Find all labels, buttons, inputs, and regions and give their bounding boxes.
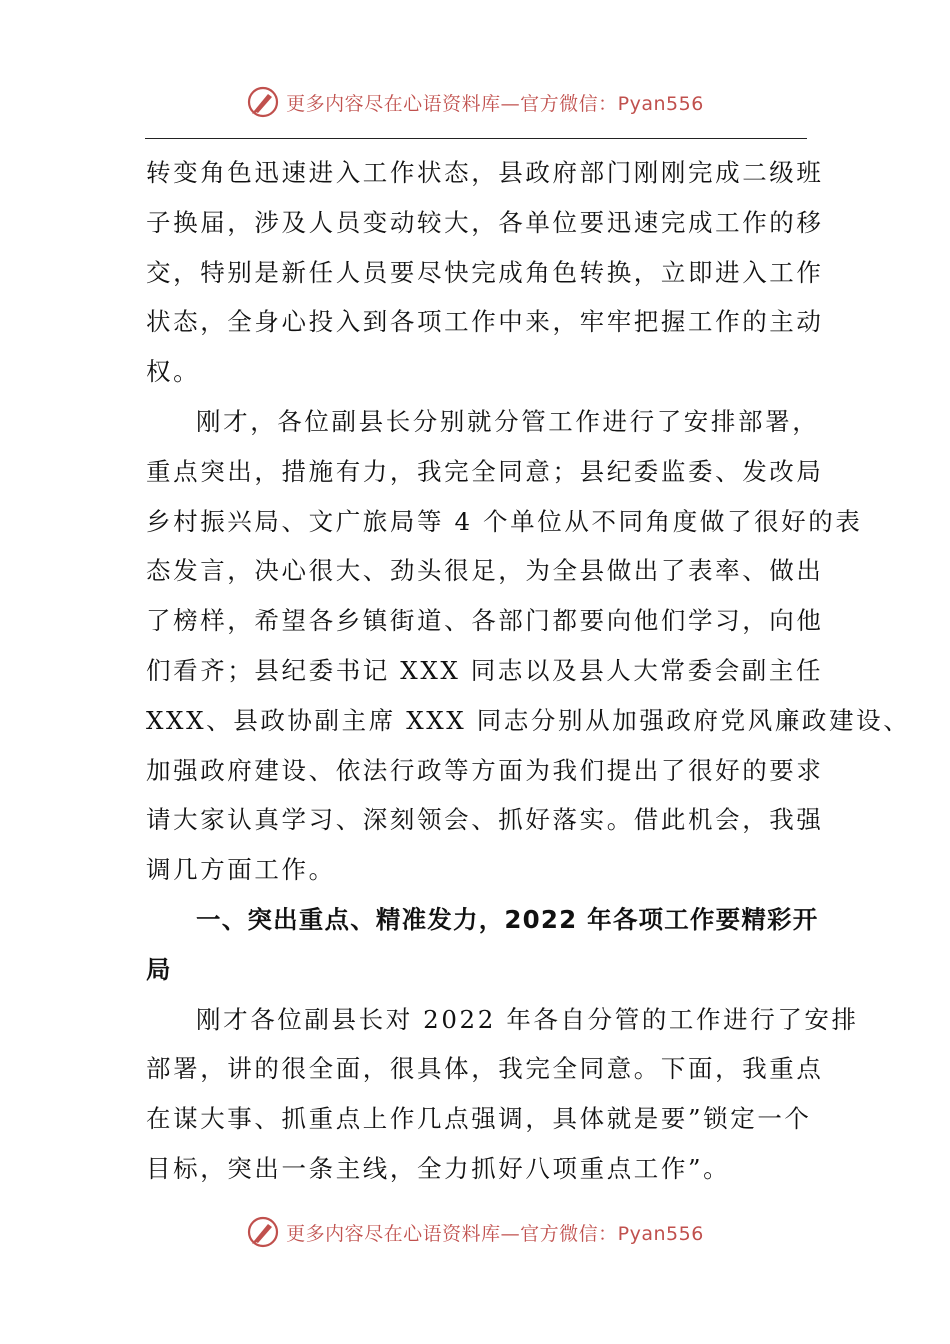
- pen-logo-icon: [246, 85, 280, 119]
- text-line: 状态，全身心投入到各项工作中来，牢牢把握工作的主动: [146, 307, 824, 337]
- text-line: 加强政府建设、依法行政等方面为我们提出了很好的要求: [146, 755, 824, 785]
- text-line: 部署，讲的很全面，很具体，我完全同意。下面，我重点: [146, 1054, 824, 1084]
- text-line: 态发言，决心很大、劲头很足，为全县做出了表率、做出: [146, 556, 824, 586]
- footer-banner-label: 更多内容尽在心语资料库—官方微信：: [286, 1222, 618, 1245]
- section-heading: 一、突出重点、精准发力，2022 年各项工作要精彩开: [196, 904, 819, 934]
- section-heading-continued: 局: [146, 954, 172, 984]
- document-body: [146, 148, 911, 1194]
- header-banner-handle: Pyan556: [617, 92, 704, 115]
- text-line: XXX、县政协副主席 XXX 同志分别从加强政府党风廉政建设、: [146, 705, 911, 735]
- text-line: 在谋大事、抓重点上作几点强调，具体就是要”锁定一个: [146, 1104, 812, 1134]
- paragraph-start-line: 刚才各位副县长对 2022 年各自分管的工作进行了安排: [196, 1004, 859, 1034]
- header-banner-text: [286, 89, 704, 116]
- text-line: 权。: [146, 357, 201, 387]
- header-banner-label: 更多内容尽在心语资料库—官方微信：: [286, 92, 618, 115]
- text-line: 交，特别是新任人员要尽快完成角色转换，立即进入工作: [146, 257, 824, 287]
- text-line: 转变角色迅速进入工作状态，县政府部门刚刚完成二级班: [146, 158, 824, 187]
- header-banner: [0, 82, 950, 122]
- footer-banner-text: [286, 1219, 704, 1246]
- paragraph-start-line: 刚才，各位副县长分别就分管工作进行了安排部署，: [196, 406, 820, 436]
- text-line: 重点突出，措施有力，我完全同意；县纪委监委、发改局: [146, 456, 824, 486]
- footer-banner-handle: Pyan556: [617, 1222, 704, 1245]
- pen-logo-icon: [246, 1215, 280, 1249]
- header-divider: [145, 138, 807, 139]
- text-line: 请大家认真学习、深刻领会、抓好落实。借此机会，我强: [146, 805, 824, 835]
- footer-banner: [0, 1212, 950, 1252]
- text-line: 子换届，涉及人员变动较大，各单位要迅速完成工作的移: [146, 207, 824, 237]
- text-line: 乡村振兴局、文广旅局等 4 个单位从不同角度做了很好的表: [146, 506, 863, 536]
- text-line: 了榜样，希望各乡镇街道、各部门都要向他们学习，向他: [146, 606, 824, 636]
- text-line: 调几方面工作。: [146, 855, 336, 885]
- text-line: 们看齐；县纪委书记 XXX 同志以及县人大常委会副主任: [146, 655, 824, 685]
- text-line: 目标，突出一条主线，全力抓好八项重点工作”。: [146, 1153, 731, 1183]
